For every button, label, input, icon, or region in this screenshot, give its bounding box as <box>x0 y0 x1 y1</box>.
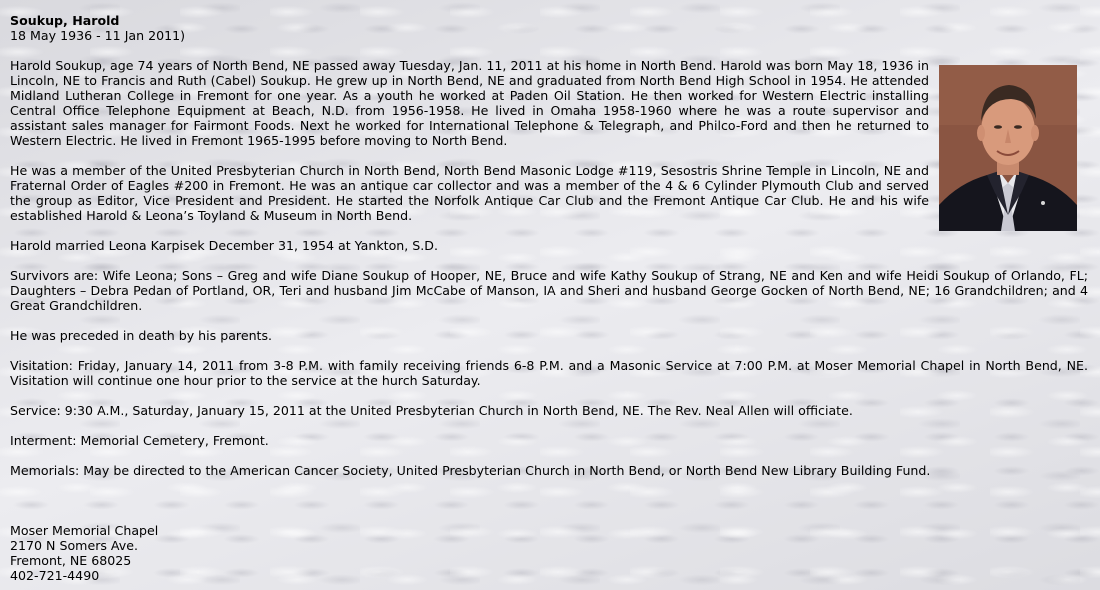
funeral-home-street: 2170 N Somers Ave. <box>10 538 139 553</box>
obituary-paragraph-memberships: He was a member of the United Presbyterian Church in North Bend, North Bend Masonic Lodge #119, Sesostris Shrine Temple in Lincoln, NE and Fraternal Order of Eagles #200 in Fremont. He was an antique car collector and was a member of the 4 & 6 Cylinder Plymouth Club and served the group as Editor, Vice President and President. He started the Norfolk Antique Car Club and the Fremont Antique Car Club. He and his wife established Harold & Leona’s Toyland & Museum in North Bend. <box>10 163 929 223</box>
portrait-photo <box>939 65 1077 231</box>
obituary-dates: 18 May 1936 - 11 Jan 2011) <box>10 28 186 43</box>
obituary-paragraph-biography: Harold Soukup, age 74 years of North Bend, NE passed away Tuesday, Jan. 11, 2011 at his home in North Bend. Harold was born May 18, 1936 in Lincoln, NE to Francis and Ruth (Cabel) Soukup. He grew up in North Bend, NE and graduated from North Bend High School in 1954. He attended Midland Lutheran College in Fremont for one year. As a youth he worked at Paden Oil Station. He then worked for Western Electric installing Central Office Telephone Equipment at Beach, N.D. from 1956-1958. He lived in Omaha 1958-1960 where he was a route supervisor and assistant sales manager for Fairmont Foods. Next he worked for International Telephone & Telegraph, and Philco-Ford and then he returned to Western Electric. He lived in Fremont 1965-1995 before moving to North Bend. <box>10 58 929 148</box>
portrait-icon <box>939 65 1077 231</box>
obituary-content <box>10 13 1088 583</box>
funeral-home-address <box>10 523 1088 583</box>
funeral-home-name: Moser Memorial Chapel <box>10 523 159 538</box>
obituary-name: Soukup, Harold <box>10 13 120 28</box>
obituary-paragraph-survivors: Survivors are: Wife Leona; Sons – Greg and wife Diane Soukup of Hooper, NE, Bruce and wife Kathy Soukup of Strang, NE and Ken and wife Heidi Soukup of Orlando, FL; Daughters – Debra Pedan of Portland, OR, Teri and husband Jim McCabe of Manson, IA and Sheri and husband George Gocken of North Bend, NE; 16 Grandchildren; and 4 Great Grandchildren. <box>10 268 1088 313</box>
obituary-paragraph-marriage: Harold married Leona Karpisek December 31, 1954 at Yankton, S.D. <box>10 238 438 253</box>
funeral-home-phone: 402-721-4490 <box>10 568 100 583</box>
obituary-paragraph-memorials: Memorials: May be directed to the American Cancer Society, United Presbyterian Church in North Bend, or North Bend New Library Building Fund. <box>10 463 931 478</box>
funeral-home-city: Fremont, NE 68025 <box>10 553 132 568</box>
obituary-paragraph-visitation: Visitation: Friday, January 14, 2011 from 3-8 P.M. with family receiving friends 6-8 P.M. and a Masonic Service at 7:00 P.M. at Moser Memorial Chapel in North Bend, NE. Visitation will continue one hour prior to the service at the hurch Saturday. <box>10 358 1088 388</box>
obituary-paragraph-interment: Interment: Memorial Cemetery, Fremont. <box>10 433 269 448</box>
obituary-paragraph-preceded: He was preceded in death by his parents. <box>10 328 273 343</box>
obituary-paragraph-service: Service: 9:30 A.M., Saturday, January 15, 2011 at the United Presbyterian Church in North Bend, NE. The Rev. Neal Allen will officiate. <box>10 403 853 418</box>
